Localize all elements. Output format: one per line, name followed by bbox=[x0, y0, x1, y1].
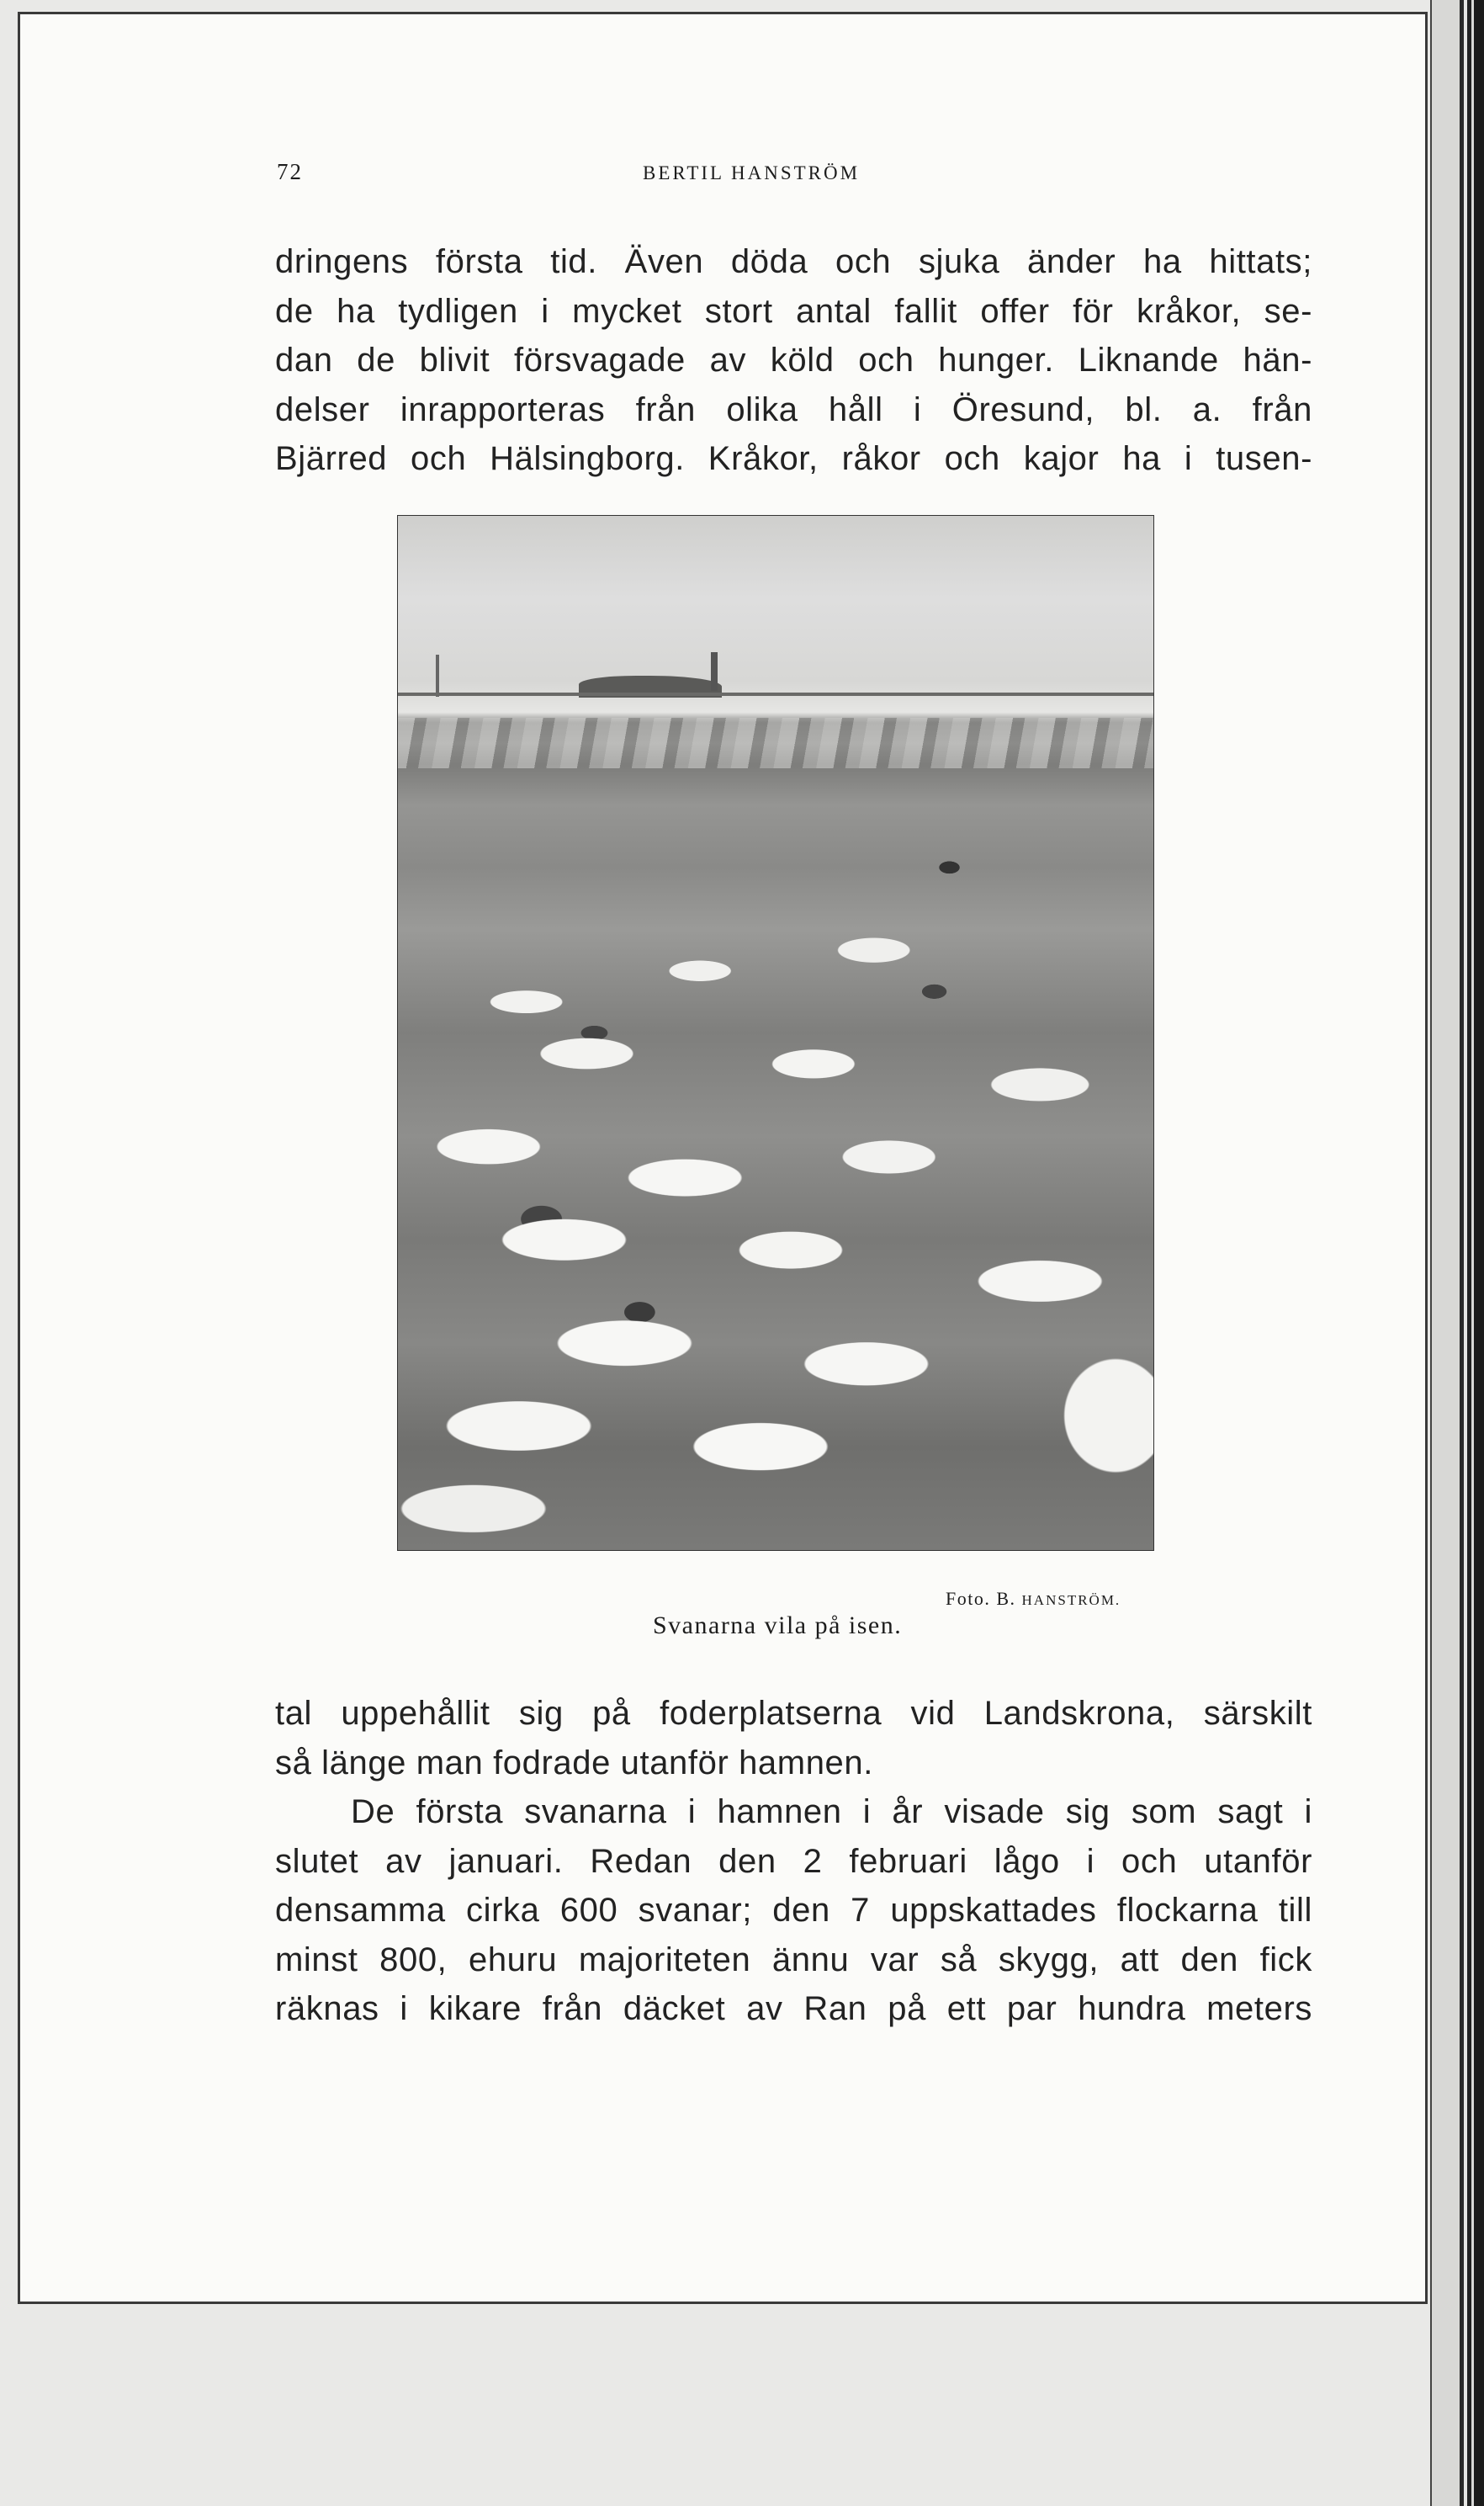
paragraph-bottom bbox=[275, 1689, 1312, 2034]
photo-horizon bbox=[398, 693, 1153, 696]
scan-margin bbox=[1430, 0, 1460, 2506]
text-line: tal uppehållit sig på foderplatserna vid Landskrona, särskilt bbox=[275, 1695, 1312, 1732]
swans-on-ice-photo bbox=[397, 515, 1154, 1551]
photo-caption: Svanarna vila på isen. bbox=[653, 1611, 903, 1639]
photo-credit bbox=[946, 1588, 1121, 1610]
running-title: BERTIL HANSTRÖM bbox=[643, 162, 861, 183]
paragraph-top bbox=[275, 237, 1312, 484]
text-line: De första svanarna i hamnen i år visade sig som sagt i bbox=[351, 1793, 1312, 1830]
text-line: så länge man fodrade utanför hamnen. bbox=[275, 1744, 873, 1781]
text-line: räknas i kikare från däcket av Ran på ett par hundra meters bbox=[275, 1990, 1312, 2027]
photo-credit-prefix: Foto. B. bbox=[946, 1588, 1016, 1609]
text-line: densamma cirka 600 svanar; den 7 uppskattades flockarna till bbox=[275, 1892, 1312, 1929]
photo-credit-name: HANSTRÖM. bbox=[1021, 1592, 1121, 1608]
running-head bbox=[20, 159, 1430, 193]
text-line: Bjärred och Hälsingborg. Kråkor, råkor och kajor ha i tusen- bbox=[275, 440, 1312, 477]
text-line: de ha tydligen i mycket stort antal fallit offer för kråkor, se- bbox=[275, 292, 1312, 330]
text-line: slutet av januari. Redan den 2 februari lågo i och utanför bbox=[275, 1842, 1312, 1880]
text-line: minst 800, ehuru majoriteten ännu var så skygg, att den fick bbox=[275, 1941, 1312, 1978]
page-number: 72 bbox=[277, 159, 303, 184]
text-line: dan de blivit försvagade av köld och hunger. Liknande hän- bbox=[275, 342, 1312, 379]
text-line: delser inrapporteras från olika håll i Öresund, bl. a. från bbox=[275, 390, 1312, 428]
photo-ice-band bbox=[398, 718, 1153, 768]
photo-pole bbox=[436, 655, 439, 697]
scan-border bbox=[1460, 0, 1484, 2506]
photo-lighthouse bbox=[711, 652, 718, 691]
text-line: dringens första tid. Även döda och sjuka änder ha hittats; bbox=[275, 243, 1312, 280]
book-page bbox=[18, 12, 1428, 2304]
